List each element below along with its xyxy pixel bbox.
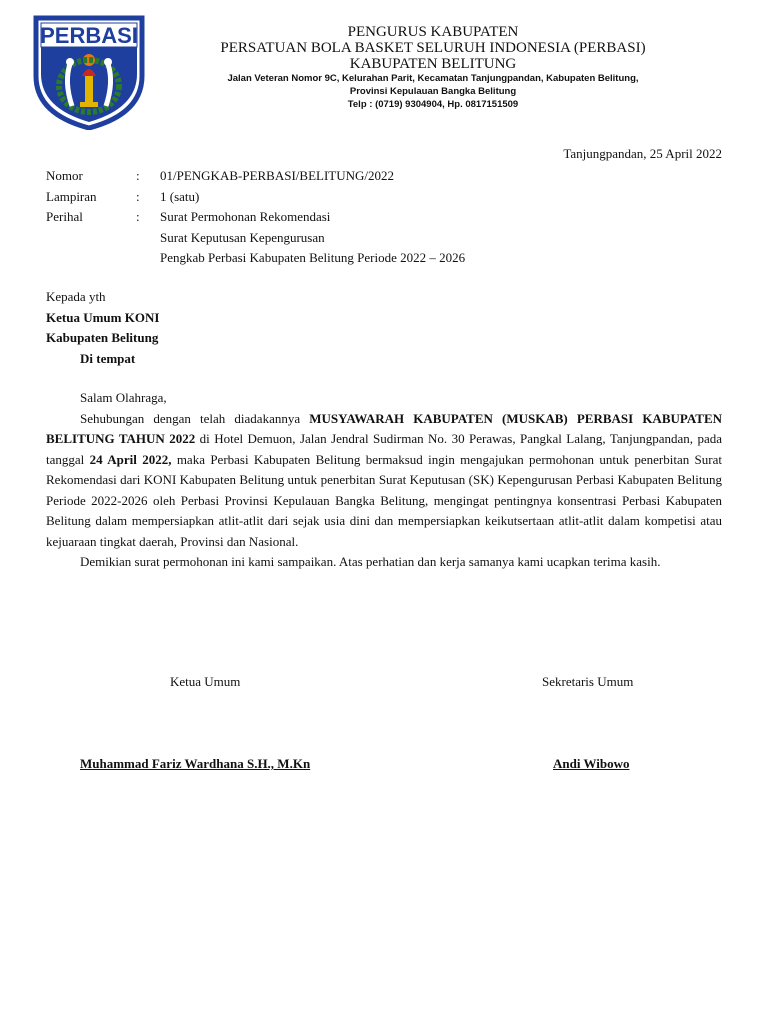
perbasi-logo (30, 14, 148, 130)
body-text-bold: 24 April 2022, (89, 451, 172, 467)
recipient-greeting: Kepada yth (46, 289, 106, 304)
meta-label: Lampiran (46, 188, 97, 204)
meta-colon: : (136, 168, 140, 184)
meta-label: Perihal (46, 209, 83, 225)
recipient-name: Ketua Umum KONI (46, 309, 160, 325)
letterhead-line2: PERSATUAN BOLA BASKET SELURUH INDONESIA (PERBASI) (220, 40, 646, 56)
letter-date: Tanjungpandan, 25 April 2022 (563, 146, 722, 161)
meta-row-nomor (46, 166, 465, 187)
salutation: Salam Olahraga, (80, 390, 167, 405)
body-paragraph-2: Demikian surat permohonan ini kami sampaikan. Atas perhatian dan kerja samanya kami ucapkan terima kasih. (80, 554, 661, 569)
body-text-bold: MUSYAWARAH KABUPATEN (MUSKAB) PERBASI KABUPATEN BELITUNG TAHUN 2022 (46, 410, 723, 446)
body-paragraph-1 (46, 409, 722, 553)
meta-colon: : (136, 209, 140, 225)
meta-label: Nomor (46, 168, 83, 184)
meta-row-perihal-3 (46, 248, 465, 269)
letterhead-address1: Jalan Veteran Nomor 9C, Kelurahan Parit, Kecamatan Tanjungpandan, Kabupaten Belitung, (227, 73, 639, 84)
letterhead-line3: KABUPATEN BELITUNG (349, 56, 517, 72)
recipient-org: Kabupaten Belitung (46, 330, 159, 345)
meta-value: Surat Keputusan Kepengurusan (160, 229, 325, 245)
signature-name-left: Muhammad Fariz Wardhana S.H., M.Kn (80, 756, 311, 771)
signature-name-right: Andi Wibowo (553, 756, 630, 771)
meta-row-perihal (46, 207, 465, 228)
meta-row-lampiran (46, 187, 465, 208)
signature-title-left: Ketua Umum (170, 674, 241, 689)
body-text: Sehubungan dengan telah diadakannya (80, 410, 310, 426)
body-text: maka Perbasi Kabupaten Belitung bermaksud ingin mengajukan permohonan untuk penerbitan Surat Rekomendasi dari KONI Kabupaten Belitung untuk penerbitan Surat Keputusan (SK) Kepengurusan Perbasi Kabupaten Belitung Periode 2022-2026 oleh Perbasi Provinsi Kepulauan Bangka Belitung, mengingat pentingnya konsentrasi Perbasi Kabupaten Belitung dalam mempersiapkan atlit-atlit dari sejak usia dini dan mempersiapkan keikutsertaan atlit-atlit dalam kompetisi atau kejuaraan tingkat daerah, Provinsi dan Nasional. (46, 451, 723, 549)
logo-text: PERBASI (40, 23, 138, 48)
recipient-block (46, 287, 159, 369)
recipient-place: Di tempat (80, 350, 136, 366)
letter-body (46, 388, 722, 573)
signature-title-right: Sekretaris Umum (542, 674, 634, 689)
meta-value: Pengkab Perbasi Kabupaten Belitung Periode 2022 – 2026 (160, 250, 466, 266)
meta-value: 01/PENGKAB-PERBASI/BELITUNG/2022 (160, 168, 395, 184)
letterhead-address2: Provinsi Kepulauan Bangka Belitung (349, 86, 517, 97)
meta-row-perihal-2 (46, 228, 465, 249)
body-text: di Hotel Demuon, Jalan Jendral Sudirman No. 30 Perawas, Pangkal Lalang, Tanjungpandan, pada tanggal (46, 431, 722, 467)
letterhead-phone: Telp : (0719) 9304904, Hp. 0817151509 (347, 99, 519, 110)
letter-meta (46, 166, 465, 269)
letterhead (160, 24, 706, 111)
meta-value: 1 (satu) (160, 188, 200, 204)
meta-value: Surat Permohonan Rekomendasi (160, 209, 331, 225)
meta-colon: : (136, 188, 140, 204)
letterhead-line1: PENGURUS KABUPATEN (347, 24, 519, 40)
